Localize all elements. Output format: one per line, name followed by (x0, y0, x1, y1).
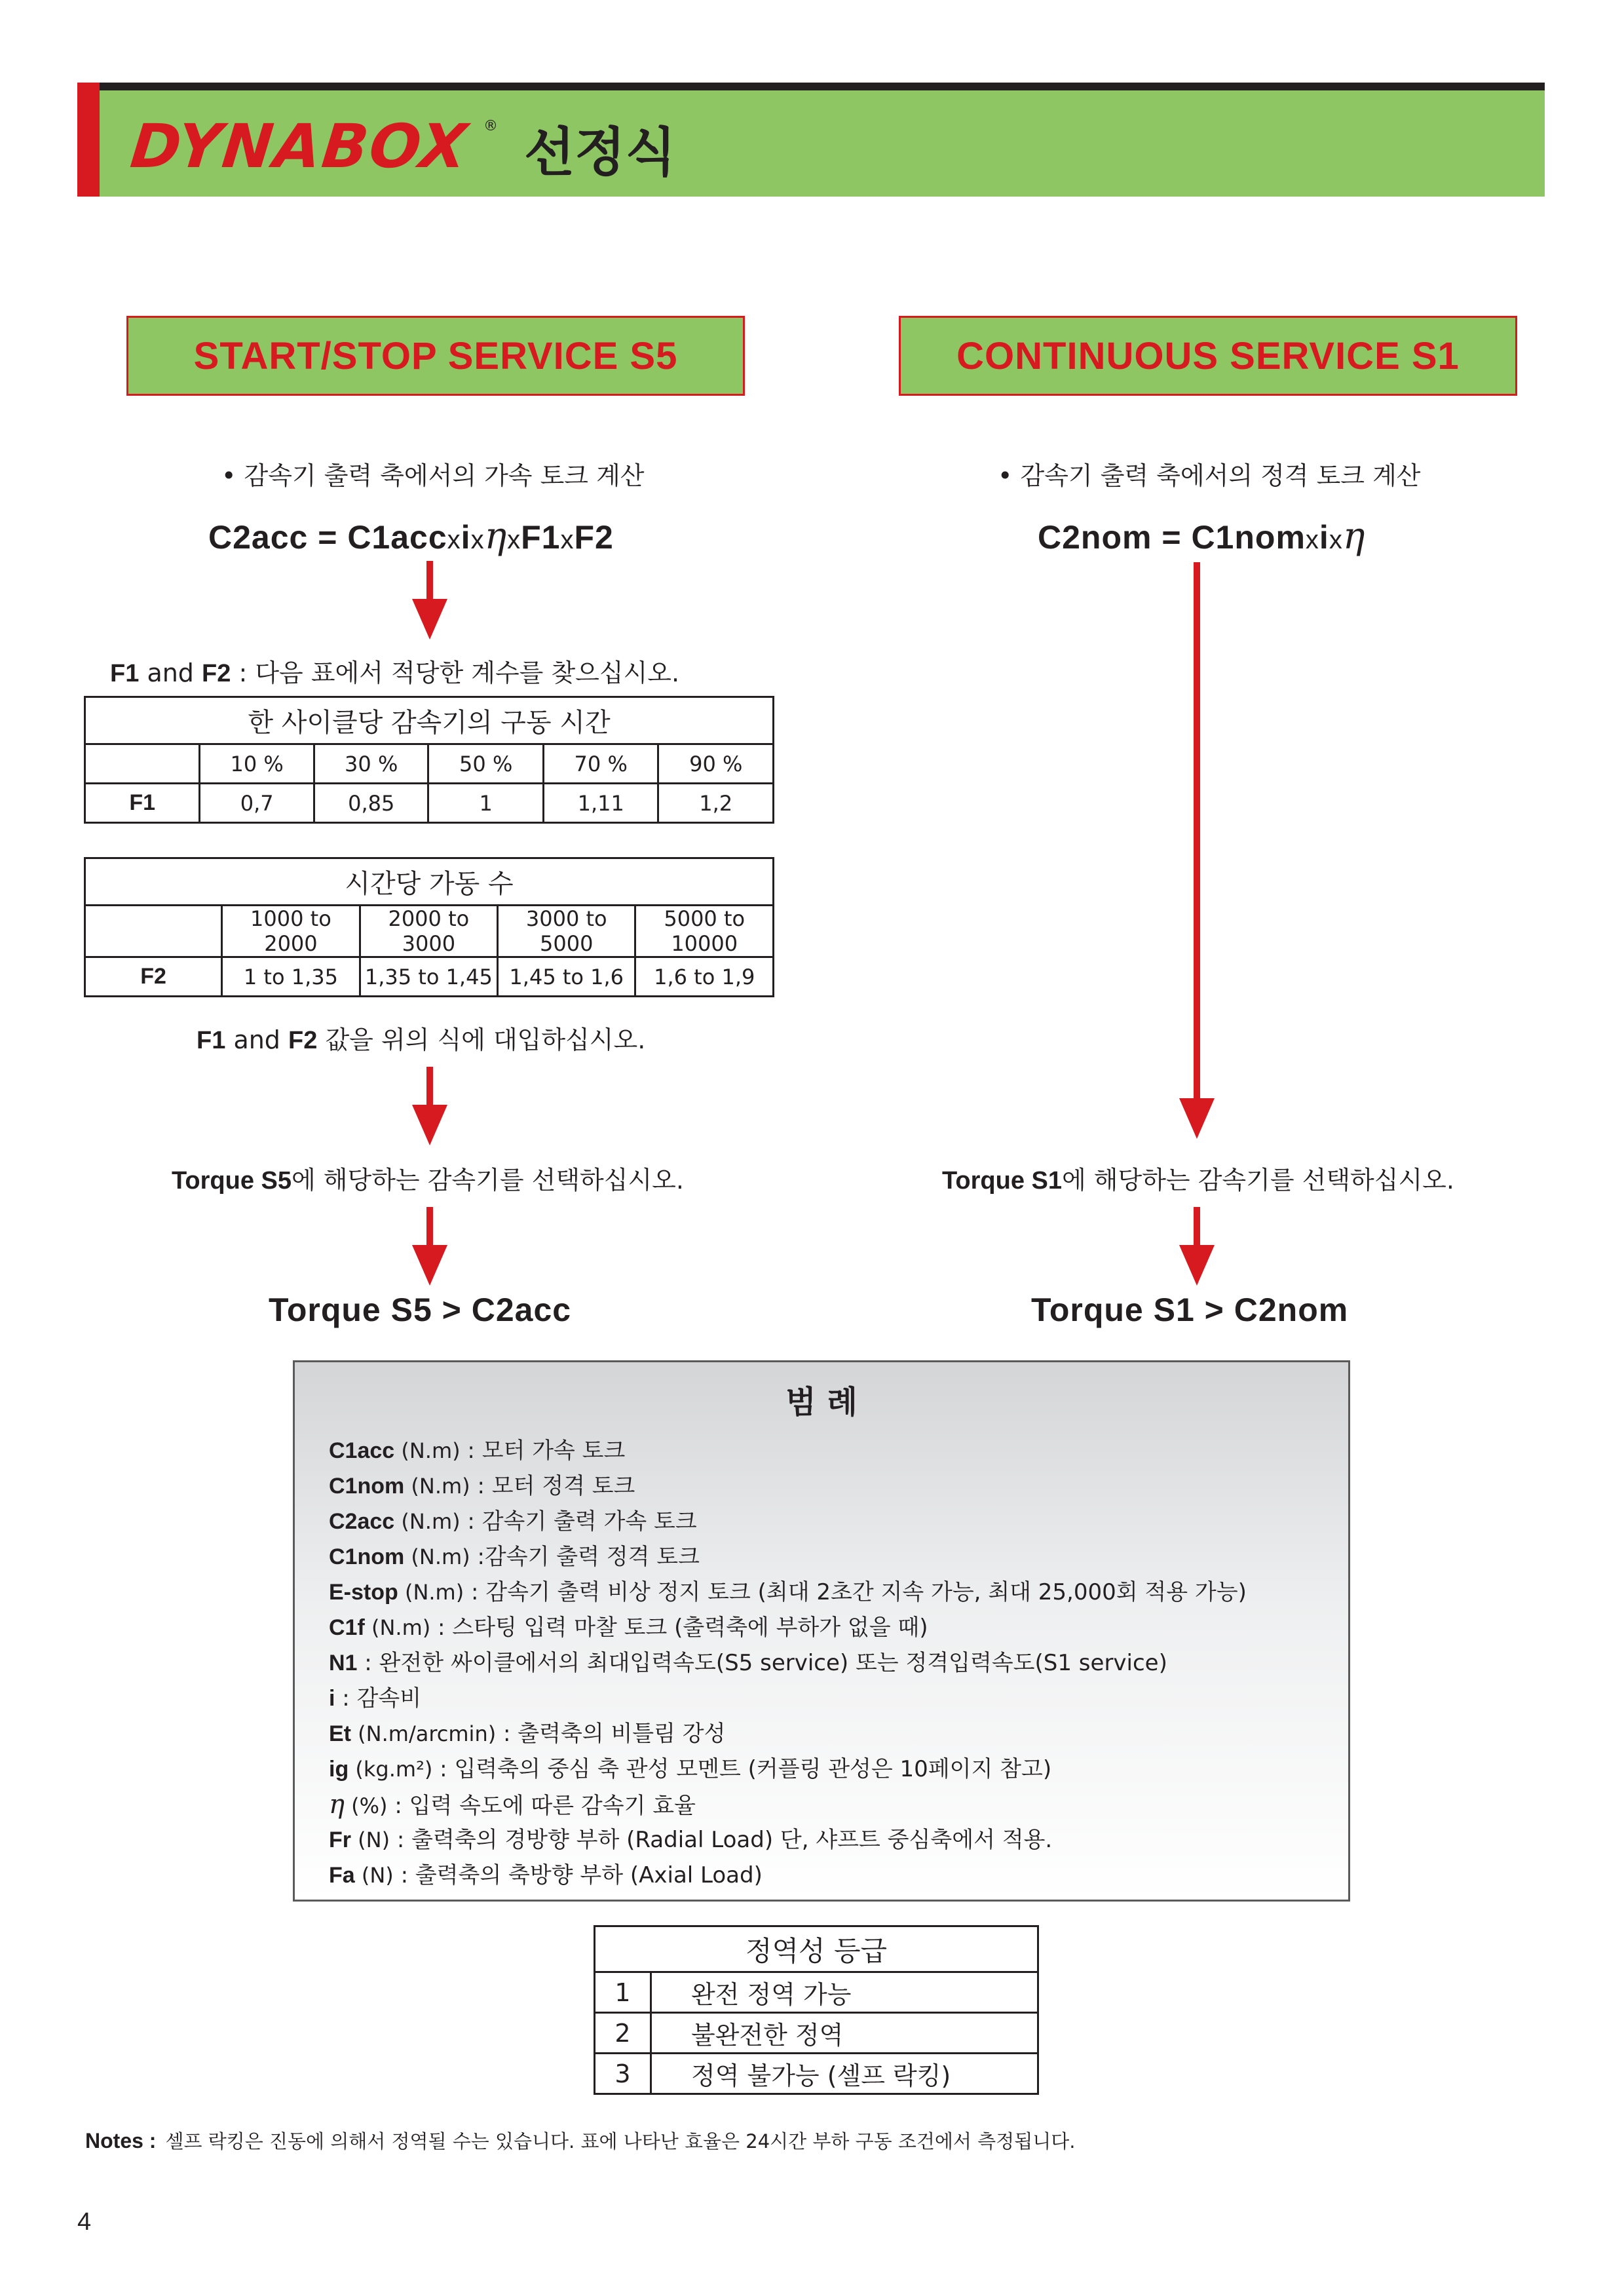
notes-label: Notes : (85, 2129, 157, 2152)
empty-cell (85, 906, 222, 957)
legend-symbol: E-stop (329, 1580, 398, 1605)
instruction-text: 에 해당하는 감속기를 선택하십시오. (1062, 1166, 1454, 1195)
instruction-text: 값을 위의 식에 대입하십시오. (317, 1025, 646, 1054)
f2-header-cell: 3000 to 5000 (498, 906, 635, 957)
legend-item (329, 1468, 1247, 1504)
page-title: 선정식 (524, 122, 676, 183)
legend-symbol: i (329, 1686, 335, 1711)
times-sign: x (507, 526, 521, 554)
backdrive-num: 1 (595, 1972, 651, 2013)
legend-unit: (N) (354, 1863, 394, 1888)
legend-unit: (N.m) (364, 1615, 431, 1640)
instruction-text: 에 해당하는 감속기를 선택하십시오. (292, 1166, 684, 1195)
f1-f2-instruction (110, 653, 679, 689)
table-row (595, 2054, 1038, 2094)
legend-list (329, 1433, 1247, 1893)
legend-unit: (N.m) (404, 1544, 470, 1569)
legend-unit: (N.m/arcmin) (351, 1721, 497, 1746)
legend-symbol: η (329, 1789, 345, 1820)
legend-title: 범 례 (785, 1384, 858, 1421)
legend-symbol: ig (329, 1757, 349, 1782)
backdrive-table (594, 1925, 1039, 2095)
legend-description: : 감속비 (335, 1685, 422, 1712)
backdrive-text: 불완전한 정역 (651, 2013, 1038, 2054)
f1-value-cell: 1,11 (543, 784, 658, 823)
page-number: 4 (77, 2208, 92, 2236)
f2-value-cell: 1,45 to 1,6 (498, 957, 635, 997)
torque-s5-label: Torque S5 (172, 1167, 292, 1195)
f1-header-cell: 50 % (428, 744, 543, 784)
times-sign: x (1305, 526, 1319, 554)
legend-description: : 감속기 출력 가속 토크 (460, 1508, 697, 1535)
right-final-condition: Torque S1 > C2nom (1031, 1292, 1349, 1328)
legend-symbol: C2acc (329, 1509, 395, 1534)
formula-i: i (461, 519, 471, 556)
legend-symbol: Fr (329, 1827, 351, 1852)
times-sign: x (560, 526, 575, 554)
legend-description: : 입력축의 중심 축 관성 모멘트 (커플링 관성은 10페이지 참고) (432, 1756, 1052, 1782)
left-bullet: • 감속기 출력 축에서의 가속 토크 계산 (221, 461, 645, 490)
f1-header-cell: 30 % (314, 744, 428, 784)
f2-header-cell: 5000 to 10000 (635, 906, 774, 957)
legend-description: : 출력축의 경방향 부하 (Radial Load) 단, 샤프트 중심축에서 적용. (390, 1827, 1053, 1853)
f2-label: F2 (202, 660, 231, 687)
f1-table (84, 696, 774, 824)
f2-value-cell: 1,35 to 1,45 (360, 957, 497, 997)
f1-value-cell: 1,2 (658, 784, 774, 823)
legend-symbol: C1nom (329, 1474, 405, 1499)
f2-value-cell: 1 to 1,35 (222, 957, 360, 997)
empty-cell (85, 744, 200, 784)
legend-item (329, 1787, 1247, 1822)
f2-label: F2 (288, 1027, 318, 1054)
legend-box (293, 1360, 1350, 1902)
f2-table-title: 시간당 가동 수 (85, 858, 774, 906)
legend-description: : 출력축의 축방향 부하 (Axial Load) (393, 1862, 763, 1888)
formula-lhs: C2nom = C1nom (1038, 519, 1306, 556)
formula-f2: F2 (574, 519, 614, 556)
legend-item (329, 1504, 1247, 1539)
legend-item (329, 1539, 1247, 1575)
formula-eta: η (484, 515, 508, 558)
header-top-rule (77, 83, 1545, 90)
legend-item (329, 1858, 1247, 1893)
legend-item (329, 1645, 1247, 1681)
and-text: and (225, 1025, 289, 1054)
legend-item (329, 1822, 1247, 1858)
legend-item (329, 1433, 1247, 1468)
header-red-accent (77, 83, 100, 197)
f1-header-cell: 90 % (658, 744, 774, 784)
legend-description: :감속기 출력 정격 토크 (470, 1544, 700, 1570)
formula-lhs: C2acc = C1acc (208, 519, 447, 556)
instruction-text: : 다음 표에서 적당한 계수를 찾으십시오. (231, 659, 680, 687)
legend-unit: (N) (351, 1827, 390, 1852)
legend-item (329, 1751, 1247, 1787)
left-formula (208, 515, 614, 558)
notes-footnote (85, 2127, 1075, 2154)
brand-logo: DYNABOX (127, 111, 472, 182)
notes-text: 셀프 락킹은 진동에 의해서 정역될 수는 있습니다. 표에 나타난 효율은 24시간 부하 구동 조건에서 측정됩니다. (165, 2130, 1076, 2152)
f1-value-cell: 1 (428, 784, 543, 823)
legend-description: : 완전한 싸이클에서의 최대입력속도(S5 service) 또는 정격입력속도(S1 service) (357, 1650, 1167, 1676)
f1-row-label: F1 (85, 784, 200, 823)
f2-table (84, 857, 774, 997)
f1-table-title: 한 사이클당 감속기의 구동 시간 (85, 697, 774, 744)
f1-label: F1 (110, 660, 140, 687)
torque-s1-label: Torque S1 (942, 1167, 1062, 1195)
legend-description: : 입력 속도에 따른 감속기 효율 (387, 1793, 696, 1819)
f2-header-cell: 2000 to 3000 (360, 906, 497, 957)
table-row (595, 1972, 1038, 2013)
f1-header-cell: 70 % (543, 744, 658, 784)
substitute-instruction (197, 1020, 645, 1056)
legend-description: : 모터 정격 토크 (470, 1473, 635, 1499)
legend-description: : 출력축의 비틀림 강성 (496, 1721, 726, 1747)
times-sign: x (447, 526, 461, 554)
table-row (595, 2013, 1038, 2054)
legend-symbol: C1acc (329, 1438, 395, 1463)
legend-unit: (N.m) (394, 1509, 461, 1534)
legend-unit: (kg.m²) (349, 1757, 433, 1782)
f2-row-label: F2 (85, 957, 222, 997)
f1-value-cell: 0,7 (200, 784, 314, 823)
legend-symbol: C1f (329, 1615, 365, 1640)
legend-item (329, 1716, 1247, 1751)
f2-header-cell: 1000 to 2000 (222, 906, 360, 957)
f1-label: F1 (197, 1027, 226, 1054)
right-select-instruction (942, 1160, 1454, 1196)
times-sign: x (1329, 526, 1343, 554)
f2-value-cell: 1,6 to 1,9 (635, 957, 774, 997)
legend-symbol: N1 (329, 1651, 358, 1675)
legend-unit: (N.m) (398, 1580, 464, 1605)
legend-item (329, 1681, 1247, 1716)
down-arrow-icon (409, 1067, 449, 1145)
backdrive-text: 정역 불가능 (셀프 락킹) (651, 2054, 1038, 2094)
legend-unit: (N.m) (404, 1474, 470, 1499)
down-arrow-icon (409, 561, 449, 640)
backdrive-table-title: 정역성 등급 (595, 1926, 1038, 1972)
legend-description: : 스타팅 입력 마찰 토크 (출력축에 부하가 없을 때) (430, 1615, 928, 1641)
legend-unit: (N.m) (394, 1438, 461, 1463)
backdrive-num: 3 (595, 2054, 651, 2094)
times-sign: x (470, 526, 485, 554)
formula-i: i (1319, 519, 1329, 556)
legend-symbol: Fa (329, 1863, 355, 1888)
registered-mark: ® (483, 118, 498, 134)
right-bullet: • 감속기 출력 축에서의 정격 토크 계산 (998, 461, 1421, 490)
backdrive-num: 2 (595, 2013, 651, 2054)
down-arrow-icon (409, 1207, 449, 1286)
and-text: and (139, 659, 202, 687)
backdrive-text: 완전 정역 가능 (651, 1972, 1038, 2013)
left-final-condition: Torque S5 > C2acc (269, 1292, 572, 1328)
legend-symbol: C1nom (329, 1544, 405, 1569)
formula-eta: η (1342, 515, 1366, 558)
formula-f1: F1 (521, 519, 561, 556)
continuous-service-title: CONTINUOUS SERVICE S1 (899, 316, 1517, 396)
legend-symbol: Et (329, 1721, 351, 1746)
legend-item (329, 1575, 1247, 1610)
start-stop-service-title: START/STOP SERVICE S5 (126, 316, 745, 396)
legend-item (329, 1610, 1247, 1645)
f1-header-cell: 10 % (200, 744, 314, 784)
legend-description: : 감속기 출력 비상 정지 토크 (최대 2초간 지속 가능, 최대 25,000회 적용 가능) (464, 1579, 1247, 1605)
legend-description: : 모터 가속 토크 (460, 1438, 626, 1464)
right-formula (1038, 515, 1365, 558)
left-select-instruction (172, 1160, 684, 1196)
down-arrow-icon (1177, 1207, 1216, 1286)
long-down-arrow-icon (1177, 562, 1216, 1139)
f1-value-cell: 0,85 (314, 784, 428, 823)
legend-unit: (%) (344, 1793, 388, 1818)
